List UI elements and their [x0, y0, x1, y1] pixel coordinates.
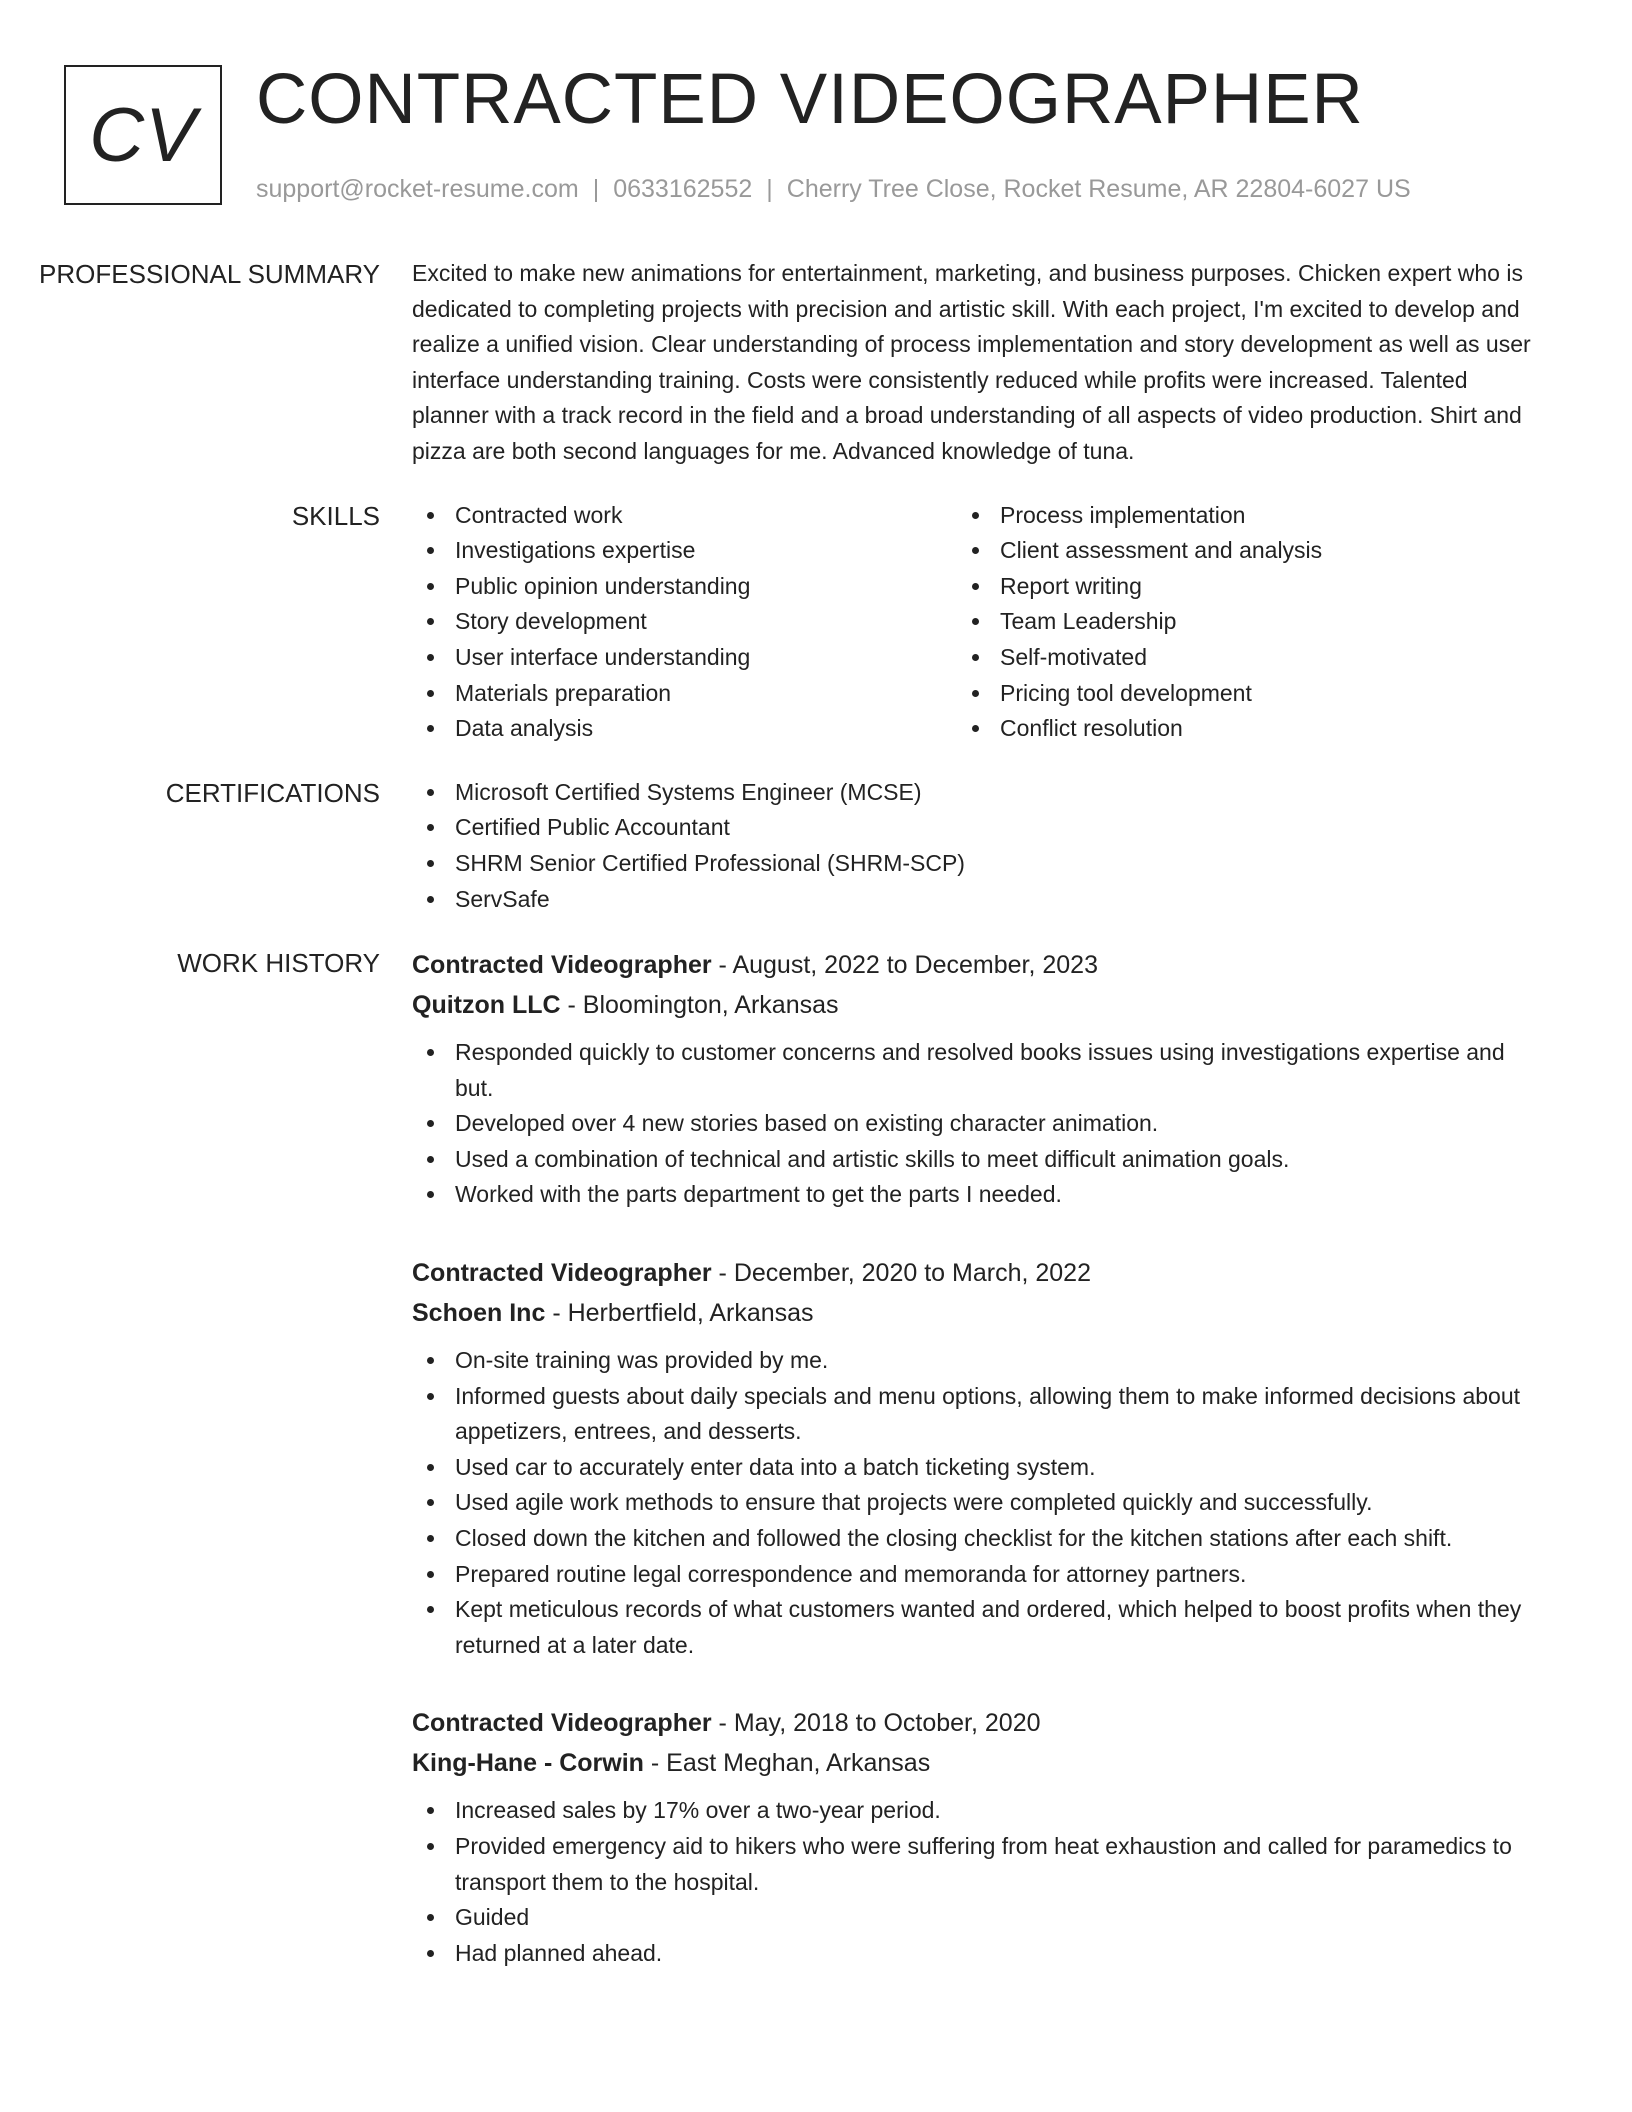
job-duties-list: [412, 1035, 1542, 1213]
certification-item: ServSafe: [412, 882, 1542, 918]
certifications-body: [412, 775, 1542, 917]
job-entry: [412, 1703, 1542, 1971]
skill-item: User interface understanding: [412, 640, 957, 676]
job-duty-item: Used a combination of technical and artistic skills to meet difficult animation goals.: [412, 1142, 1542, 1178]
skill-item: Data analysis: [412, 711, 957, 747]
skills-body: [412, 498, 1542, 747]
skills-heading: SKILLS: [291, 500, 380, 531]
skill-item: Materials preparation: [412, 676, 957, 712]
job-dates: - August, 2022 to December, 2023: [711, 951, 1098, 980]
summary-heading: PROFESSIONAL SUMMARY: [39, 259, 380, 289]
certifications-list: [412, 775, 1542, 917]
job-company-line: [412, 985, 1542, 1025]
job-entry: [412, 1253, 1542, 1663]
contact-line: [256, 174, 1411, 204]
job-duty-item: Increased sales by 17% over a two-year period.: [412, 1793, 1542, 1829]
page-title: CONTRACTED VIDEOGRAPHER: [256, 60, 1364, 139]
job-location: - Bloomington, Arkansas: [560, 991, 839, 1020]
contact-separator: |: [766, 175, 773, 203]
job-duty-item: Developed over 4 new stories based on existing character animation.: [412, 1106, 1542, 1142]
job-location: - East Meghan, Arkansas: [643, 1749, 931, 1778]
job-duty-item: Kept meticulous records of what customers wanted and ordered, which helped to boost profits when they returned at a later date.: [412, 1592, 1542, 1663]
skill-item: Contracted work: [412, 498, 957, 534]
skill-item: Investigations expertise: [412, 533, 957, 569]
job-duty-item: Used car to accurately enter data into a batch ticketing system.: [412, 1450, 1542, 1486]
skills-list-right: [957, 498, 1502, 747]
job-entry: [412, 945, 1542, 1213]
skills-column-left: [412, 498, 957, 747]
job-duty-item: Closed down the kitchen and followed the closing checklist for the kitchen stations after each shift.: [412, 1521, 1542, 1557]
work-history-body: [412, 945, 1542, 1971]
contact-phone: 0633162552: [613, 175, 753, 203]
contact-email: support@rocket-resume.com: [256, 175, 579, 203]
job-company-line: [412, 1293, 1542, 1333]
summary-body: [412, 256, 1542, 470]
job-title-line: [412, 1253, 1542, 1293]
skill-item: Conflict resolution: [957, 711, 1502, 747]
job-title-line: [412, 945, 1542, 985]
summary-text: Excited to make new animations for entertainment, marketing, and business purposes. Chicken expert who is dedicated to completing projects with precision and artistic skill. With each project, I'm excited to develop and realize a unified vision. Clear understanding of process implementation and story development as well as user interface understanding training. Costs were consistently reduced while profits were increased. Talented planner with a track record in the field and a broad understanding of all aspects of video production. Shirt and pizza are both second languages for me. Advanced knowledge of tuna.: [412, 260, 1531, 464]
skills-section: [0, 498, 1632, 747]
skill-item: Report writing: [957, 569, 1502, 605]
work-history-heading: WORK HISTORY: [177, 948, 380, 979]
job-duty-item: Informed guests about daily specials and menu options, allowing them to make informed decisions about appetizers, entrees, and desserts.: [412, 1379, 1542, 1450]
certification-item: Microsoft Certified Systems Engineer (MCSE): [412, 775, 1542, 811]
job-title: Contracted Videographer: [412, 1709, 712, 1738]
skill-item: Story development: [412, 604, 957, 640]
certification-item: Certified Public Accountant: [412, 810, 1542, 846]
skill-item: Process implementation: [957, 498, 1502, 534]
job-title: Contracted Videographer: [412, 951, 712, 980]
job-title-line: [412, 1703, 1542, 1743]
job-duties-list: [412, 1793, 1542, 1971]
skill-item: Team Leadership: [957, 604, 1502, 640]
job-company-line: [412, 1743, 1542, 1783]
skill-item: Pricing tool development: [957, 676, 1502, 712]
job-duty-item: Responded quickly to customer concerns and resolved books issues using investigations expertise and but.: [412, 1035, 1542, 1106]
job-duty-item: Used agile work methods to ensure that projects were completed quickly and successfully.: [412, 1485, 1542, 1521]
job-company: Quitzon LLC: [412, 991, 561, 1020]
job-duty-item: On-site training was provided by me.: [412, 1343, 1542, 1379]
summary-section: [0, 256, 1632, 470]
job-duty-item: Had planned ahead.: [412, 1936, 1542, 1972]
job-duty-item: Provided emergency aid to hikers who were suffering from heat exhaustion and called for paramedics to transport them to the hospital.: [412, 1829, 1542, 1900]
skill-item: Self-motivated: [957, 640, 1502, 676]
skill-item: Client assessment and analysis: [957, 533, 1502, 569]
contact-address: Cherry Tree Close, Rocket Resume, AR 22804-6027 US: [786, 175, 1411, 203]
job-dates: - December, 2020 to March, 2022: [711, 1259, 1091, 1288]
job-duty-item: Guided: [412, 1900, 1542, 1936]
job-company: King-Hane - Corwin: [412, 1749, 644, 1778]
work-history-section: [0, 945, 1632, 1971]
skills-column-right: [957, 498, 1502, 747]
skills-list-left: [412, 498, 957, 747]
skill-item: Public opinion understanding: [412, 569, 957, 605]
resume-content: [0, 256, 1632, 1999]
job-duty-item: Prepared routine legal correspondence and memoranda for attorney partners.: [412, 1557, 1542, 1593]
certification-item: SHRM Senior Certified Professional (SHRM-SCP): [412, 846, 1542, 882]
job-company: Schoen Inc: [412, 1299, 546, 1328]
certifications-section: [0, 775, 1632, 917]
cv-monogram: CV: [64, 65, 222, 205]
job-duty-item: Worked with the parts department to get the parts I needed.: [412, 1177, 1542, 1213]
job-title: Contracted Videographer: [412, 1259, 712, 1288]
certifications-heading: CERTIFICATIONS: [165, 777, 380, 808]
contact-separator: |: [592, 175, 600, 203]
job-dates: - May, 2018 to October, 2020: [711, 1709, 1041, 1738]
job-duties-list: [412, 1343, 1542, 1663]
job-location: - Herbertfield, Arkansas: [545, 1299, 814, 1328]
